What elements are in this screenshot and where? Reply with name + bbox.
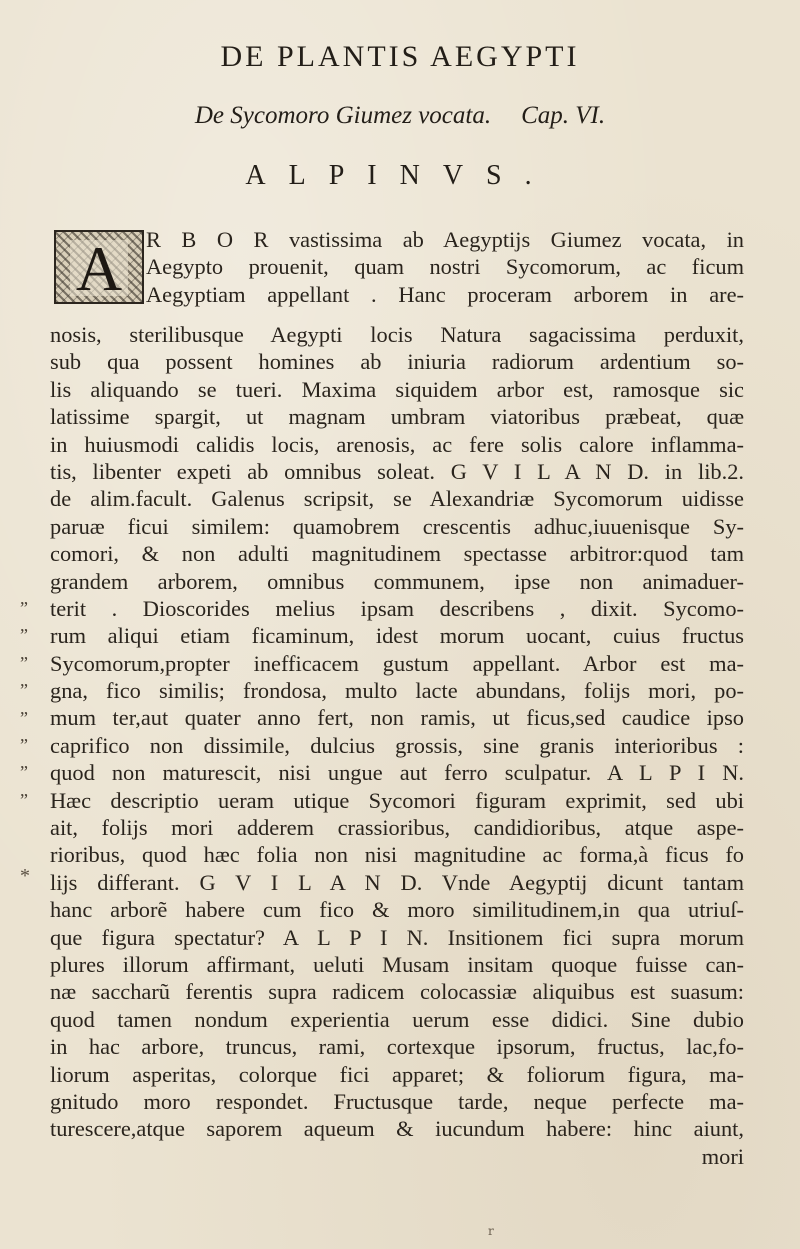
text-line: sub qua possent homines ab iniuria radiorum ardentium so- xyxy=(50,349,744,375)
text-line: que figura spectatur? A L P I N. Insitionem fici supra morum xyxy=(50,924,744,950)
chapter-number: Cap. VI. xyxy=(521,102,606,129)
chapter-title xyxy=(0,102,800,130)
margin-mark: ” xyxy=(20,625,28,646)
text-line: turescere,atque saporem aqueum & iucundum habere: hinc aiunt, xyxy=(50,1116,744,1142)
text-line: R B O R vastissima ab Aegyptijs Giumez vocata, in xyxy=(146,227,744,252)
text-line: ait, folijs mori adderem crassioribus, candidioribus, atque aspe- xyxy=(50,815,744,841)
chapter-title-text: De Sycomoro Giumez vocata. xyxy=(194,102,492,129)
margin-mark: ” xyxy=(20,789,28,810)
margin-mark: ” xyxy=(20,762,28,783)
body-text xyxy=(50,321,744,1170)
margin-mark: ” xyxy=(20,652,28,673)
catchword: mori xyxy=(701,1143,744,1169)
margin-mark: ” xyxy=(20,707,28,728)
margin-mark: ” xyxy=(20,734,28,755)
running-head: DE PLANTIS AEGYPTI xyxy=(220,40,580,73)
text-line: liorum asperitas, colorque fici apparet; & foliorum figura, ma- xyxy=(50,1061,744,1087)
text-line: plures illorum affirmant, ueluti Musam insitam quoque fuisse can- xyxy=(50,951,744,977)
signature-mark: r xyxy=(488,1224,494,1238)
text-line: paruæ ficui similem: quamobrem crescentis adhuc,iuuenisque Sy- xyxy=(50,513,744,539)
decorated-initial xyxy=(54,230,144,304)
text-line: tis, libenter expeti ab omnibus soleat. G V I L A N D. in lib.2. xyxy=(50,458,744,484)
text-line: Sycomorum,propter inefficacem gustum appellant. Arbor est ma- xyxy=(50,650,744,676)
text-line: mum ter,aut quater anno fert, non ramis, ut ficus,sed caudice ipso xyxy=(50,705,744,731)
text-line: rum aliqui etiam ficaminum, idest morum uocant, cuius fructus xyxy=(50,623,744,649)
text-line: quod tamen nondum experientia uerum esse didici. Sine dubio xyxy=(50,1006,744,1032)
text-line: Aegyptiam appellant . Hanc proceram arborem in are- xyxy=(146,281,744,307)
initial-letter: A xyxy=(70,240,128,296)
text-line: næ saccharũ ferentis supra radicem colocassiæ aliquibus est suasum: xyxy=(50,979,744,1005)
text-line: hanc arborẽ habere cum fico & moro similitudinem,in qua utriuſ- xyxy=(50,897,744,923)
text-line: Hæc descriptio ueram utique Sycomori figuram exprimit, sed ubi xyxy=(50,787,744,813)
text-line: terit . Dioscorides melius ipsam describens , dixit. Sycomo- xyxy=(50,595,744,621)
text-line: in huiusmodi calidis locis, arenosis, ac fere solis calore inflamma- xyxy=(50,431,744,457)
text-line: in hac arbore, truncus, rami, cortexque ipsorum, fructus, lac,fo- xyxy=(50,1034,744,1060)
opening-lines xyxy=(146,226,744,308)
text-line: lis aliquando se tueri. Maxima siquidem arbor est, ramosque sic xyxy=(50,376,744,402)
text-line: comori, & non adulti magnitudinem spectasse arbitror:quod tam xyxy=(50,541,744,567)
text-line: gnitudo moro respondet. Fructusque tarde, neque perfecte ma- xyxy=(50,1088,744,1114)
margin-star-mark: * xyxy=(20,865,30,887)
margin-mark: ” xyxy=(20,680,28,701)
margin-quote-marks xyxy=(20,595,44,814)
text-line: lijs differant. G V I L A N D. Vnde Aegyptij dicunt tantam xyxy=(50,869,744,895)
text-line: nosis, sterilibusque Aegypti locis Natura sagacissima perduxit, xyxy=(50,322,744,347)
text-line: caprifico non dissimile, dulcius grossis, sine granis interioribus : xyxy=(50,732,744,758)
margin-mark: ” xyxy=(20,598,28,618)
text-line: gna, fico similis; frondosa, multo lacte abundans, folijs mori, po- xyxy=(50,678,744,704)
text-line: grandem arborem, omnibus communem, ipse non animaduer- xyxy=(50,568,744,594)
text-line: Aegypto prouenit, quam nostri Sycomorum, ac ficum xyxy=(146,254,744,280)
author-heading: ALPINVS. xyxy=(245,160,555,191)
text-line: rioribus, quod hæc folia non nisi magnitudine ac forma,à ficus fo xyxy=(50,842,744,868)
text-line: latissime spargit, ut magnam umbram viatoribus præbeat, quæ xyxy=(50,404,744,430)
text-line: quod non maturescit, nisi ungue aut ferro sculpatur. A L P I N. xyxy=(50,760,744,786)
text-line: de alim.facult. Galenus scripsit, se Alexandriæ Sycomorum uidisse xyxy=(50,486,744,512)
